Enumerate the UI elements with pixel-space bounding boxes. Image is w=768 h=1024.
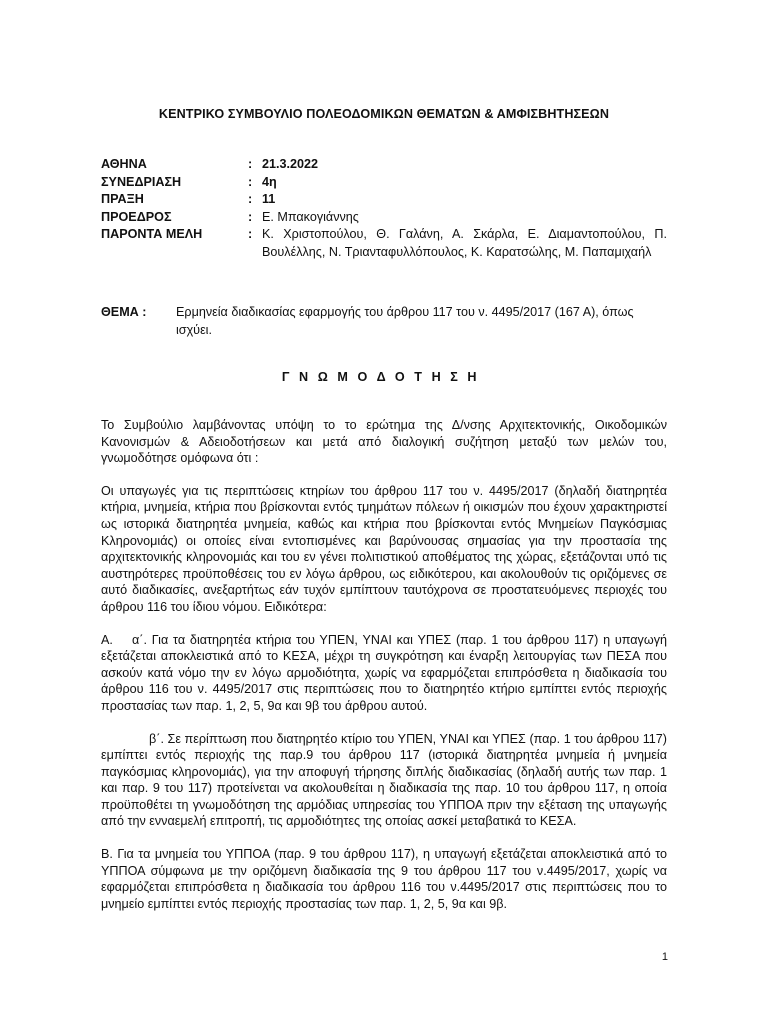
section-b: Β. Για τα μνημεία του ΥΠΠΟΑ (παρ. 9 του άρθρου 117), η υπαγωγή εξετάζεται αποκλειστικά από το ΥΠΠΟΑ σύμφωνα με την οριζόμενη διαδικασία της 9 του άρθρου 117 του ν.4495/2017, χωρίς να εφαρμόζεται επιπρόσθετα η διαδικασία του άρθρου 116 του ν.4495/2017 στις περιπτώσεις που το μνημείο εμπίπτει εντός περιοχής προστασίας των παρ. 1, 2, 5, 9α και 9β. — [101, 847, 667, 911]
council-heading: ΚΕΝΤΡΙΚΟ ΣΥΜΒΟΥΛΙΟ ΠΟΛΕΟΔΟΜΙΚΩΝ ΘΕΜΑΤΩΝ & ΑΜΦΙΣΒΗΤΗΣΕΩΝ — [158, 107, 610, 121]
document-body — [101, 417, 667, 912]
separator: : — [248, 192, 253, 206]
page-number: 1 — [661, 951, 668, 963]
meta-row-chair — [101, 209, 667, 227]
subject-block — [101, 304, 667, 339]
general-paragraph: Οι υπαγωγές για τις περιπτώσεις κτηρίων του άρθρου 117 του ν. 4495/2017 (δηλαδή διατηρητέα κτήρια, μνημεία, κτήρια που βρίσκονται εντός τμημάτων πόλεων ή οικισμών που έχουν χαρακτηριστεί ως ιστορικά διατηρητέα μνημεία, καθώς και κτήρια που βρίσκονται εντός Μνημείων Παγκόσμιας Κληρονομιάς) οι οποίες είναι εντοπισμένες και βαρύνουσας σημασίας για την προστασία της αρχιτεκτονικής κληρονομιάς και του εν γένει πολιτιστικού αποθέματος της χώρας, εξετάζονται υπό τις αυστηρότερες προϋποθέσεις του εν λόγω άρθρου, ως ειδικότερου, και ακολουθούν τις οριζόμενες σε αυτό διαδικασίες, ανεξαρτήτως εάν τυχόν εμπίπτουν ταυτόχρονα σε προστατευόμενες περιοχές του άρθρου 116 του ίδιου νόμου. Ειδικότερα: — [101, 483, 667, 614]
date-value: 21.3.2022 — [262, 157, 319, 171]
section-a-beta: β΄. Σε περίπτωση που διατηρητέο κτίριο του ΥΠΕΝ, ΥΝΑΙ και ΥΠΕΣ (παρ. 1 του άρθρου 117) εμπίπτει εντός περιοχής της παρ.9 του άρθρου 117 (ιστορικά διατηρητέα μνημεία ή μνημεία παγκόσμιας κληρονομιάς), για την αποφυγή τήρησης διπλής διαδικασίας (δηλαδή αυτής των παρ. 1 και παρ. 9 του 117) προτείνεται να ακολουθείται η διαδικασία της παρ. 10 του άρθρου 117, η οποία προϋποθέτει τη γνωμοδότηση της αρμόδιας υπηρεσίας του ΥΠΠΟΑ πριν την εξέταση της υπαγωγής από την ενναεμελή επιτροπή, τις αρμοδιότητες της οποίας ασκεί μεταβατικά το ΚΕΣΑ. — [101, 731, 667, 829]
subject-label: ΘΕΜΑ : — [101, 305, 147, 319]
act-value: 11 — [262, 192, 276, 206]
session-label: ΣΥΝΕΔΡΙΑΣΗ — [101, 174, 182, 189]
members-value: Κ. Χριστοπούλου, Θ. Γαλάνη, Α. Σκάρλα, Ε. Διαμαντοπούλου, Π. Βουλέλλης, Ν. Τριανταφυλλόπουλος, Κ. Καρατσώλης, Μ. Παπαμιχαήλ — [262, 227, 667, 259]
separator: : — [248, 174, 253, 189]
chair-label: ΠΡΟΕΔΡΟΣ — [101, 209, 172, 224]
subject-text: Ερμηνεία διαδικασίας εφαρμογής του άρθρου 117 του ν. 4495/2017 (167 Α), όπως ισχύει. — [176, 305, 634, 337]
section-a-alpha-text: α΄. Για τα διατηρητέα κτήρια του ΥΠΕΝ, ΥΝΑΙ και ΥΠΕΣ (παρ. 1 του άρθρου 117) η υπαγωγή εξετάζεται αποκλειστικά από το ΚΕΣΑ, μέχρι τη συγκρότηση και έναρξη λειτουργίας των ΠΕΣΑ που ασκούν κατά νόμο την εν λόγω αρμοδιότητα, χωρίς να εφαρμόζεται επιπρόσθετα η διαδικασία του άρθρου 116 του ν. 4495/2017 στις περιπτώσεις που το διατηρητέο κτήριο εμπίπτει εντός περιοχής προστασίας των παρ. 1, 2, 5, 9α και 9β του άρθρου αυτού. — [101, 632, 667, 713]
intro-paragraph: Το Συμβούλιο λαμβάνοντας υπόψη το το ερώτημα της Δ/νσης Αρχιτεκτονικής, Οικοδομικών Κανονισμών & Αδειοδοτήσεων και μετά από διαλογική συζήτηση μεταξύ των μελών του, γνωμοδότησε ομόφωνα ότι : — [101, 418, 667, 466]
section-a-alpha — [101, 632, 667, 715]
separator: : — [248, 227, 253, 241]
meeting-details — [101, 156, 667, 261]
separator: : — [248, 157, 253, 171]
opinion-title: ΓΝΩΜΟΔΟΤΗΣΗ — [281, 370, 487, 384]
act-label: ΠΡΑΞΗ — [101, 192, 144, 206]
meta-row-session — [101, 174, 667, 192]
members-label: ΠΑΡΟΝΤΑ ΜΕΛΗ — [101, 227, 203, 241]
section-a-label: Α. — [101, 632, 113, 647]
session-value: 4η — [262, 174, 277, 189]
city-label: ΑΘΗΝΑ — [101, 157, 147, 171]
meta-row-act — [101, 191, 667, 209]
meta-row-city — [101, 156, 667, 174]
chair-value: Ε. Μπακογιάννης — [262, 209, 359, 224]
meta-row-members — [101, 226, 667, 261]
separator: : — [248, 209, 253, 224]
